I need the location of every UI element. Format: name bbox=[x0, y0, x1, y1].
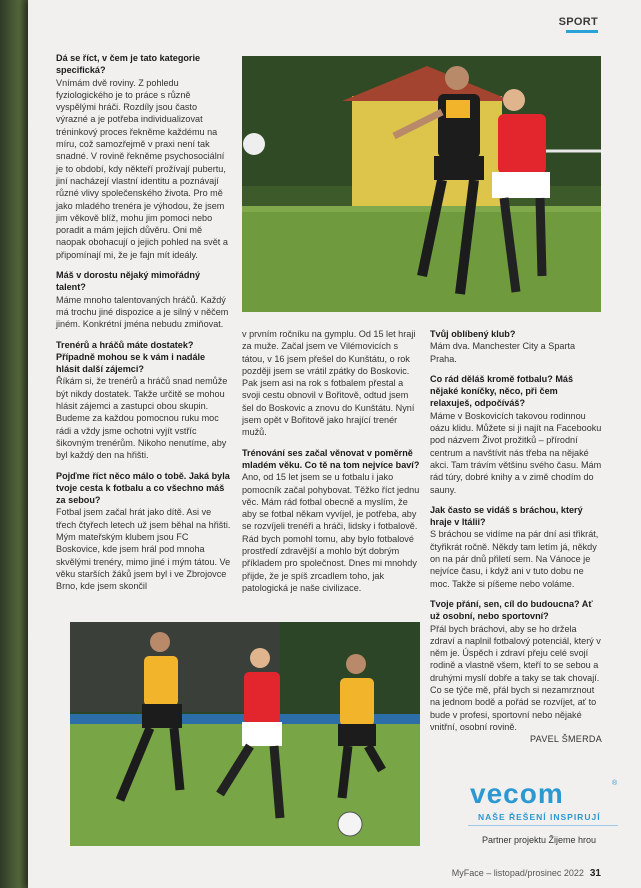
qa-block bbox=[242, 328, 420, 439]
question: Trenérů a hráčů máte dostatek? Případně mohou se k vám i nadále hlásit další zájemci? bbox=[56, 339, 206, 375]
column-1 bbox=[56, 52, 231, 600]
partner-text: Partner projektu Žijeme hrou bbox=[482, 835, 597, 845]
sponsor-divider bbox=[468, 825, 618, 826]
answer: Říkám si, že trenérů a hráčů snad nemůže být nikdy dostatek. Takže určitě se mohou hlásit zájemci a zastupci obou skupin. Budeme za každou pomocnou ruku moc rádi a vždy jsme ochotni vyjít vstříc šikovným trenérům. Nikoho nenutíme, aby byl každý den na hřišti. bbox=[56, 376, 228, 461]
vecom-logo: vecom bbox=[470, 778, 564, 809]
answer: S bráchou se vidíme na pár dní asi třikrát, čtyřikrát ročně. Někdy tam letím já, někdy on na pár dnů přiletí sem. Na Vánoce je nejvíce času, i když ani v tuto dobu ne moc. Takže si píšeme nebo voláme. bbox=[430, 529, 599, 589]
magazine-issue: MyFace – listopad/prosinec 2022 bbox=[451, 868, 584, 878]
question: Jak často se vidáš s bráchou, který hraje v Itálii? bbox=[430, 504, 583, 528]
magazine-page bbox=[28, 0, 641, 888]
question: Co rád děláš kromě fotbalu? Máš nějaké koníčky, něco, při čem relaxuješ, odpočíváš? bbox=[430, 373, 574, 409]
sponsor-tagline: NAŠE ŘEŠENÍ INSPIRUJÍ bbox=[478, 812, 601, 822]
question: Máš v dorostu nějaký mimořádný talent? bbox=[56, 270, 201, 293]
qa-block bbox=[242, 447, 420, 595]
answer: Mám dva. Manchester City a Sparta Praha. bbox=[430, 341, 576, 364]
section-label: SPORT bbox=[558, 16, 598, 28]
answer: Ano, od 15 let jsem se u fotbalu i jako pomocník začal pohybovat. Těžko říct jednu věc. Mám rád fotbal obecně a myslím, že aby se fotbal někam vyvíjel, je potřeba, aby se rozvíjeli trenéři a hráči, lidsky i fotbalově. Rád bych pomohl tomu, aby bylo fotbalové prostředí zdravější a mohlo být dobrým příkladem pro společnost. Dnes mi mnohdy přijde, že je spíš zrcadlem toho, jak patologická je naše civilizace. bbox=[242, 472, 420, 593]
photo-bottom-match bbox=[70, 622, 420, 846]
photo-top-image bbox=[242, 56, 601, 312]
question: Pojďme říct něco málo o tobě. Jaká byla tvoje cesta k fotbalu a co všechno máš za sebou? bbox=[56, 470, 230, 506]
column-2 bbox=[242, 328, 420, 602]
answer: Vnímám dvě roviny. Z pohledu fyziologického je to práce s různě vyspělými hráči. Rozdíly jsou často výrazné a je potřeba individualizovat tréninkový proces řekněme každému na míru, což samozřejmě v praxi není tak snadné. V rovině řekněme psychosociální je to období, kdy někteří prožívají pubertu, jiní nacházejí vlastní identitu a poznávají různé vlivy společenského života. Pro mě jako mladého trenéra je výhodou, že jsem jim věkově blíž, mohu jim pomoci nebo poradit a mám jejich důvěru. Oni mě naopak obohacují o jejich pohled na svět a připomínají mi, že je fajn mít ideály. bbox=[56, 77, 228, 260]
question: Tvůj oblíbený klub? bbox=[430, 329, 516, 339]
registered-mark: ® bbox=[612, 780, 618, 787]
author-signature: PAVEL ŠMERDA bbox=[530, 734, 602, 745]
photo-bottom-image bbox=[70, 622, 420, 846]
qa-block bbox=[430, 373, 602, 496]
question: Trénování ses začal věnovat v poměrně mladém věku. Co tě na tom nejvíce baví? bbox=[242, 447, 420, 470]
qa-block bbox=[430, 328, 602, 365]
qa-block bbox=[56, 339, 231, 462]
answer: v prvním ročníku na gymplu. Od 15 let hraji za muže. Začal jsem ve Vilémovicích s tátou, v 16 jsem přešel do Kunštátu, o rok později jsem se vrátil zpátky do Boskovic. Pak jsem asi na rok s fotbalem přestal a svoji cestu obnovil v Bořitově, odtud jsem šel do Boskovic a znovu do Kunštátu. Nyní jsem opět v Bořitově jako hrající trenér mužů. bbox=[242, 329, 416, 438]
section-underline bbox=[566, 30, 598, 33]
column-3 bbox=[430, 328, 602, 754]
page-number: 31 bbox=[589, 868, 601, 879]
page-footer bbox=[452, 868, 601, 879]
qa-block bbox=[430, 598, 602, 746]
question: Tvoje přání, sen, cíl do budoucna? Ať už osobní, nebo sportovní? bbox=[430, 598, 593, 622]
qa-block bbox=[430, 504, 602, 590]
answer: Máme mnoho talentovaných hráčů. Každý má trochu jiné dispozice a je silný v něčem jiném. Konkrétní jména nebudu zmiňovat. bbox=[56, 294, 229, 330]
answer: Přál bych bráchovi, aby se ho držela zdraví a naplnil fotbalový potenciál, který v něm je. Úspěch i zdraví přeju celé svojí rodině a vlastně všem, kteří to se sebou a druhými myslí dobře a taky se tak chovají. Co se týče mě, přál bych si nezamrznout na jednom bodě a pořád se rozvíjet, ať to bude v profesi, sportovní nebo nějaké vnitřní, osobní rovině. bbox=[430, 623, 601, 732]
answer: Fotbal jsem začal hrát jako dítě. Asi ve třech čtyřech letech už jsem běhal na hřišti. Mým mateřským klubem jsou FC Boskovice, kde jsem hrál pod mnoha skvělými trenéry, mimo jiné i mým tátou. Ve věku starších žáků jsem byl i ve Zbrojovce Brno, kde jsem skončil bbox=[56, 507, 231, 592]
answer: Máme v Boskovicích takovou rodinnou oázu klidu. Můžete si ji najít na Facebooku pod názvem Život prožitků – přírodní centrum a navštívit nás třeba na nějaké akci. Tam trávím většinu svého času. Mám rád túry, dobré knihy a v zimě chodím do sauny. bbox=[430, 410, 602, 495]
qa-block bbox=[56, 470, 231, 593]
question: Dá se říct, v čem je tato kategorie specifická? bbox=[56, 53, 201, 76]
photo-top-players bbox=[242, 56, 601, 312]
qa-block bbox=[56, 269, 231, 330]
qa-block bbox=[56, 52, 231, 261]
